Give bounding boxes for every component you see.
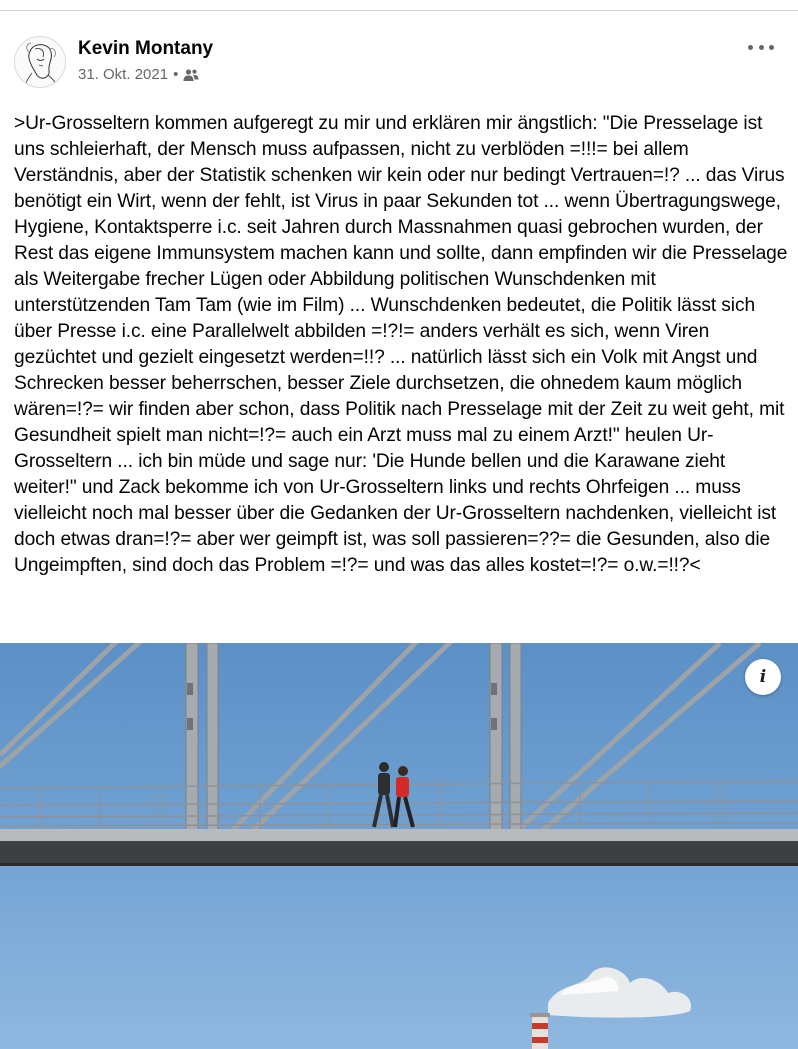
- top-divider: [0, 10, 798, 11]
- avatar[interactable]: [14, 36, 66, 88]
- post-meta: [78, 66, 199, 83]
- post-photo[interactable]: [0, 643, 798, 1049]
- more-dot: [759, 45, 764, 50]
- info-button[interactable]: i: [745, 659, 781, 695]
- meta-separator: •: [173, 66, 179, 83]
- post-text: >Ur-Grosseltern kommen aufgeregt zu mir und erklären mir ängstlich: "Die Presselage ist uns schleierhaft, der Mensch muss aufpassen, nicht zu verblöden =!!!= bei allem Verständnis, aber der Statistik schenken wir kein oder nur bedingt Vertrauen=!? ... das Virus benötigt ein Wirt, wenn der fehlt, ist Virus in paar Sekunden tot ... wenn Übertragungswege, Hygiene, Kontaktsperre i.c. seit Jahren durch Massnahmen quasi gebrochen wurden, der Rest das eigene Immunsystem machen kann und sollte, dann empfinden wir die Presselage als Weitergabe frecher Lügen oder Abbildung politischen Wunschdenken mit unterstützenden Tam Tam (wie im Film) ... Wunschdenken bedeutet, die Politik lässt sich über Presse i.c. eine Parallelwelt abbilden =!?!= anders verhält es sich, wenn Viren gezüchtet und gezielt eingesetzt werden=!!? ... natürlich lässt sich ein Volk mit Angst und Schrecken besser beherrschen, besser Ziele durchsetzen, die ohnedem kaum möglich wären=!?= wir finden aber schon, dass Politik nach Presselage mit der Zeit zu weit geht, mit Gesundheit spielt man nicht=!?= auch ein Arzt muss mal zu einem Arzt!" heulen Ur-Grosseltern ... ich bin müde und sage nur: 'Die Hunde bellen und die Karawane zieht weiter!" und Zack bekomme ich von Ur-Grosseltern links und rechts Ohrfeigen ... muss vielleicht noch mal besser über die Gedanken der Ur-Grosseltern nachdenken, vielleicht ist doch etwas dran=!?= aber wer geimpft ist, was soll passieren=??= die Gesunden, also die Ungeimpften, sind doch das Problem =!?= und was das alles kostet=!?= o.w.=!!?<: [14, 113, 788, 576]
- more-options-button[interactable]: [748, 38, 774, 56]
- more-horizontal-icon: [748, 45, 753, 50]
- avatar-sketch-icon: [15, 37, 66, 88]
- more-dot: [769, 45, 774, 50]
- post-date[interactable]: 31. Okt. 2021: [78, 66, 169, 83]
- bridge-photo-illustration: [0, 643, 798, 1049]
- post-header: [14, 36, 784, 92]
- friends-icon[interactable]: [183, 68, 199, 82]
- author-name[interactable]: Kevin Montany: [78, 38, 214, 59]
